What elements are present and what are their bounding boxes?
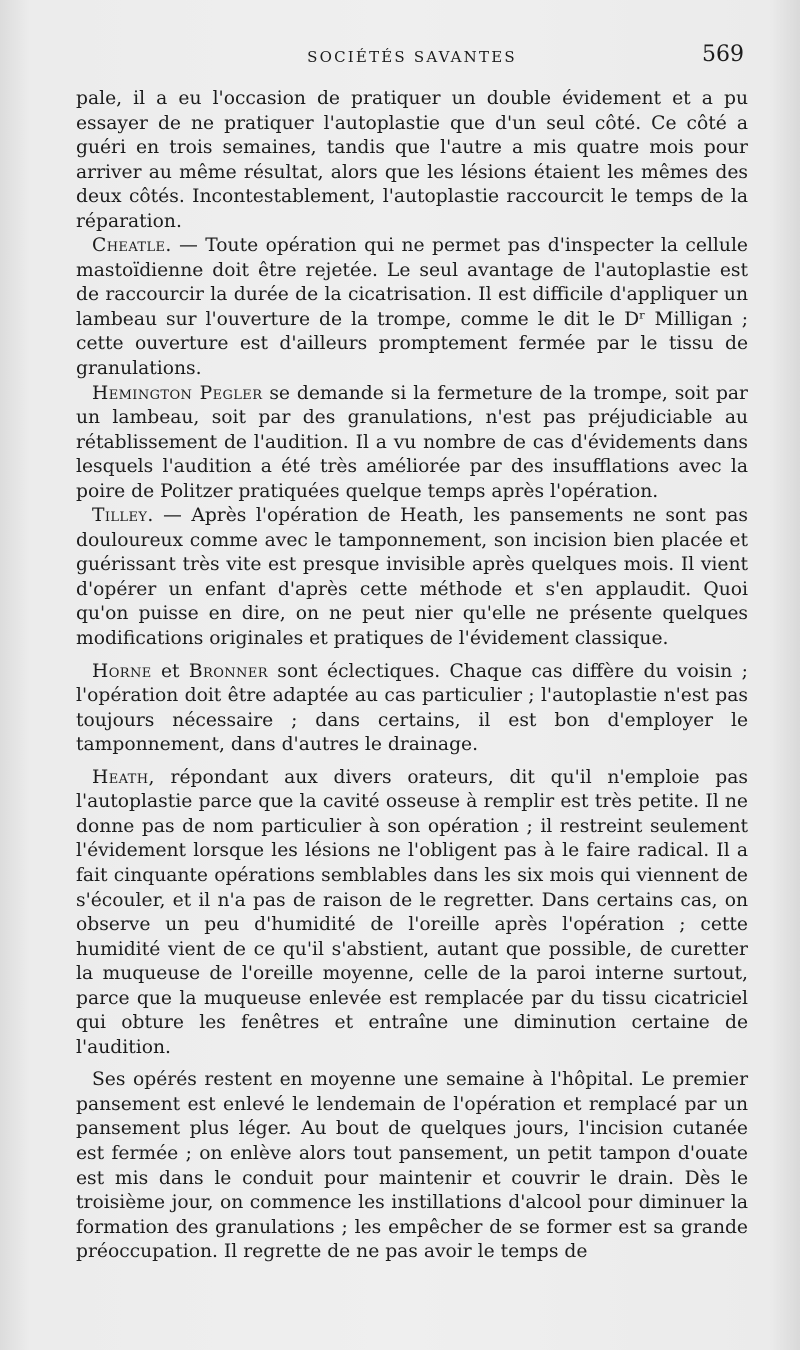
paragraph-pegler xyxy=(76,382,748,505)
paragraph-text: pale, il a eu l'occasion de pratiquer un double évidement et a pu essayer de ne pratiquer l'autoplastie que d'un seul côté. Ce côté a guéri en trois semaines, tandis que l'autre a mis quatre mois pour arriver au même résultat, alors que les lésions étaient les mêmes des deux côtés. Incontestablement, l'autoplastie raccourcit le temps de la réparation. xyxy=(76,88,748,232)
speaker-name: Horne xyxy=(92,660,152,682)
page-header xyxy=(76,44,748,74)
body-text xyxy=(76,87,748,1265)
paragraph-text: se demande si la fermeture de la trompe, soit par un lambeau, soit par des granulations, n'est pas préjudiciable au rétablissement de l'audition. Il a vu nombre de cas d'évidements dans lesquels l'audition a été très améliorée par des insufflations avec la poire de Politzer pratiquées quelque temps après l'opération. xyxy=(76,382,748,502)
paragraph-text: sont éclectiques. Chaque cas diffère du voisin ; l'opération doit être adaptée au cas particulier ; l'autoplastie n'est pas toujours nécessaire ; dans certains, il est bon d'employer le tamponnement, dans d'autres le drainage. xyxy=(76,660,748,756)
running-title: SOCIÉTÉS SAVANTES xyxy=(307,48,517,66)
paragraph-text: Ses opérés restent en moyenne une semaine à l'hôpital. Le premier pansement est enlevé le lendemain de l'opération et remplacé par un pansement plus léger. Au bout de quelques jours, l'incision cutanée est fermée ; on enlève alors tout pansement, un petit tampon d'ouate est mis dans le conduit pour maintenir et couvrir le drain. Dès le troisième jour, on commence les instillations d'alcool pour diminuer la formation des granulations ; les empêcher de se former est sa grande préoccupation. Il regrette de ne pas avoir le temps de xyxy=(76,1069,748,1263)
paragraph-horne-bronner xyxy=(76,660,748,758)
speaker-name: Hemington Pegler xyxy=(92,382,263,404)
paragraph-continuation xyxy=(76,87,748,234)
speaker-name-2: Bronner xyxy=(188,660,268,682)
page-number: 569 xyxy=(702,42,744,67)
speaker-name: Cheatle. xyxy=(92,235,172,257)
paragraph-text: répondant aux divers orateurs, dit qu'il n'emploie pas l'autoplastie parce que la cavité osseuse à remplir est très petite. Il ne donne pas de nom particulier à son opération ; il restreint seulement l'évidement lorsque les lésions ne l'obligent pas à le faire radical. Il a fait cinquante opérations semblables dans les six mois qui viennent de s'écouler, et il n'a pas de raison de le regretter. Dans certains cas, on observe un peu d'humidité de l'oreille après l'opération ; cette humidité vient de ce qu'il s'abstient, autant que possible, de curetter la muqueuse de l'oreille moyenne, celle de la paroi interne surtout, parce que la muqueuse enlevée est remplacée par du tissu cicatriciel qui obture les fenêtres et entraîne une diminution certaine de l'audition. xyxy=(76,766,748,1058)
paragraph-text: — Après l'opération de Heath, les pansements ne sont pas douloureux comme avec le tamponnement, son incision bien placée et guérissant très vite est presque invisible après quelques mois. Il vient d'opérer un enfant d'après cette méthode et s'en applaudit. Quoi qu'on puisse en dire, on ne peut nier qu'elle ne présente quelques modifications originales et pratiques de l'évidement classique. xyxy=(76,505,748,650)
paragraph-text: — Toute opération qui ne permet pas d'inspecter la cellule mastoïdienne doit être rejetée. Le seul avantage de l'autoplastie est de raccourcir la durée de la cicatrisation. Il est difficile d'appliquer un lambeau sur l'ouverture de la trompe, comme le dit le Dʳ Milligan ; cette ouverture est d'ailleurs promptement fermée par le tissu de granulations. xyxy=(76,235,748,380)
paragraph-cheatle xyxy=(76,234,748,381)
paragraph-tilley xyxy=(76,504,748,651)
speaker-name: Heath, xyxy=(92,766,155,788)
speaker-connector: et xyxy=(160,660,180,682)
speaker-name: Tilley. xyxy=(92,505,154,527)
paragraph-heath xyxy=(76,766,748,1061)
paragraph-heath-continued xyxy=(76,1068,748,1264)
